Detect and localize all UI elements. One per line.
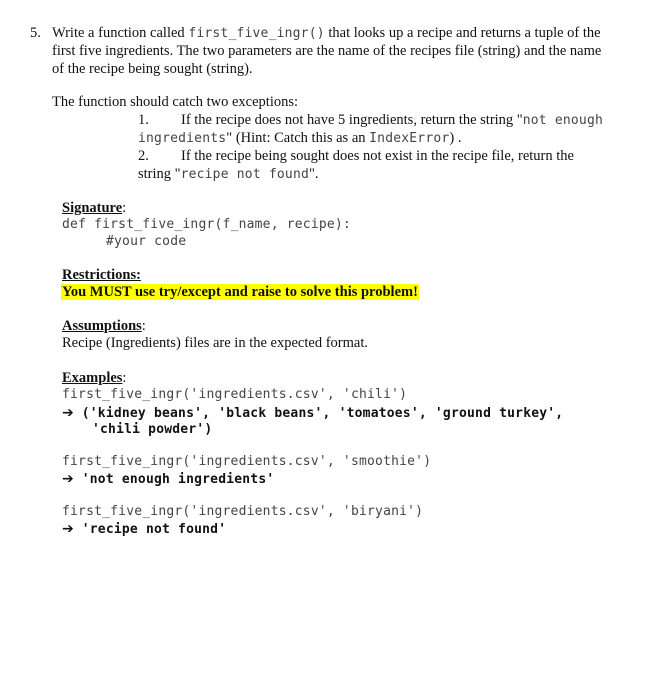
exception-2-text-pre: string " bbox=[138, 166, 181, 182]
ingredients-code: ingredients bbox=[138, 131, 227, 146]
right-arrow-icon: ➔ bbox=[62, 521, 74, 537]
restrictions-heading: Restrictions: bbox=[62, 267, 141, 283]
signature-heading-colon: : bbox=[122, 200, 127, 216]
signature-heading bbox=[62, 199, 126, 217]
signature-code-line-1: def first_five_ingr(f_name, recipe): bbox=[62, 217, 351, 232]
exception-2-text-post: ". bbox=[309, 166, 319, 182]
signature-heading-text: Signature bbox=[62, 200, 123, 216]
example-3-result-text: 'recipe not found' bbox=[81, 522, 227, 537]
question-line-2: first five ingredients. The two parameters are the name of the recipes file (string) and the name bbox=[52, 43, 602, 59]
assumptions-heading-text: Assumptions bbox=[62, 318, 142, 334]
question-line-1-pre: Write a function called bbox=[52, 25, 189, 41]
exception-2-line-1: If the recipe being sought does not exist in the recipe file, return the bbox=[181, 148, 574, 164]
assumptions-text: Recipe (Ingredients) files are in the expected format. bbox=[62, 335, 368, 351]
right-arrow-icon: ➔ bbox=[62, 471, 74, 487]
example-3-call: first_five_ingr('ingredients.csv', 'biryani') bbox=[62, 504, 424, 519]
question-line-1-post: that looks up a recipe and returns a tuple of the bbox=[324, 25, 601, 41]
right-arrow-icon: ➔ bbox=[62, 405, 74, 421]
example-1-result-text: ('kidney beans', 'black beans', 'tomatoes', 'ground turkey', bbox=[81, 406, 564, 421]
examples-heading-colon: : bbox=[122, 370, 127, 386]
exception-1-line-1 bbox=[181, 111, 603, 130]
example-1-call: first_five_ingr('ingredients.csv', 'chili') bbox=[62, 387, 408, 402]
signature-code-line-2: #your code bbox=[106, 234, 187, 249]
index-error-code: IndexError bbox=[369, 131, 450, 146]
examples-heading-text: Examples bbox=[62, 370, 123, 386]
exception-2-number: 2. bbox=[138, 148, 149, 164]
example-3-result bbox=[62, 520, 226, 539]
restrictions-text: You MUST use try/except and raise to solve this problem! bbox=[62, 284, 418, 300]
examples-heading bbox=[62, 369, 126, 387]
question-line-3: of the recipe being sought (string). bbox=[52, 61, 253, 77]
not-enough-code: not enough bbox=[522, 113, 604, 128]
exception-1-text-pre: If the recipe does not have 5 ingredients, return the string " bbox=[181, 112, 523, 128]
function-name-code: first_five_ingr() bbox=[188, 26, 325, 41]
question-line-1 bbox=[52, 24, 601, 43]
example-2-call: first_five_ingr('ingredients.csv', 'smoothie') bbox=[62, 454, 432, 469]
restrictions-text-block bbox=[61, 283, 419, 301]
exception-1-line-2 bbox=[138, 129, 462, 148]
question-number: 5. bbox=[30, 25, 41, 41]
exception-1-text-post: ) . bbox=[449, 130, 462, 146]
assumptions-heading-colon: : bbox=[141, 318, 146, 334]
exceptions-intro: The function should catch two exceptions: bbox=[52, 94, 299, 110]
exception-1-text-mid: " (Hint: Catch this as an bbox=[226, 130, 370, 146]
recipe-not-found-code: recipe not found bbox=[180, 167, 310, 182]
exception-1-number: 1. bbox=[138, 112, 149, 128]
example-1-result-line-2: 'chili powder') bbox=[92, 422, 213, 437]
assumptions-heading bbox=[62, 317, 146, 335]
example-2-result-text: 'not enough ingredients' bbox=[81, 472, 275, 487]
exception-2-line-2 bbox=[138, 165, 319, 184]
example-2-result bbox=[62, 470, 274, 489]
